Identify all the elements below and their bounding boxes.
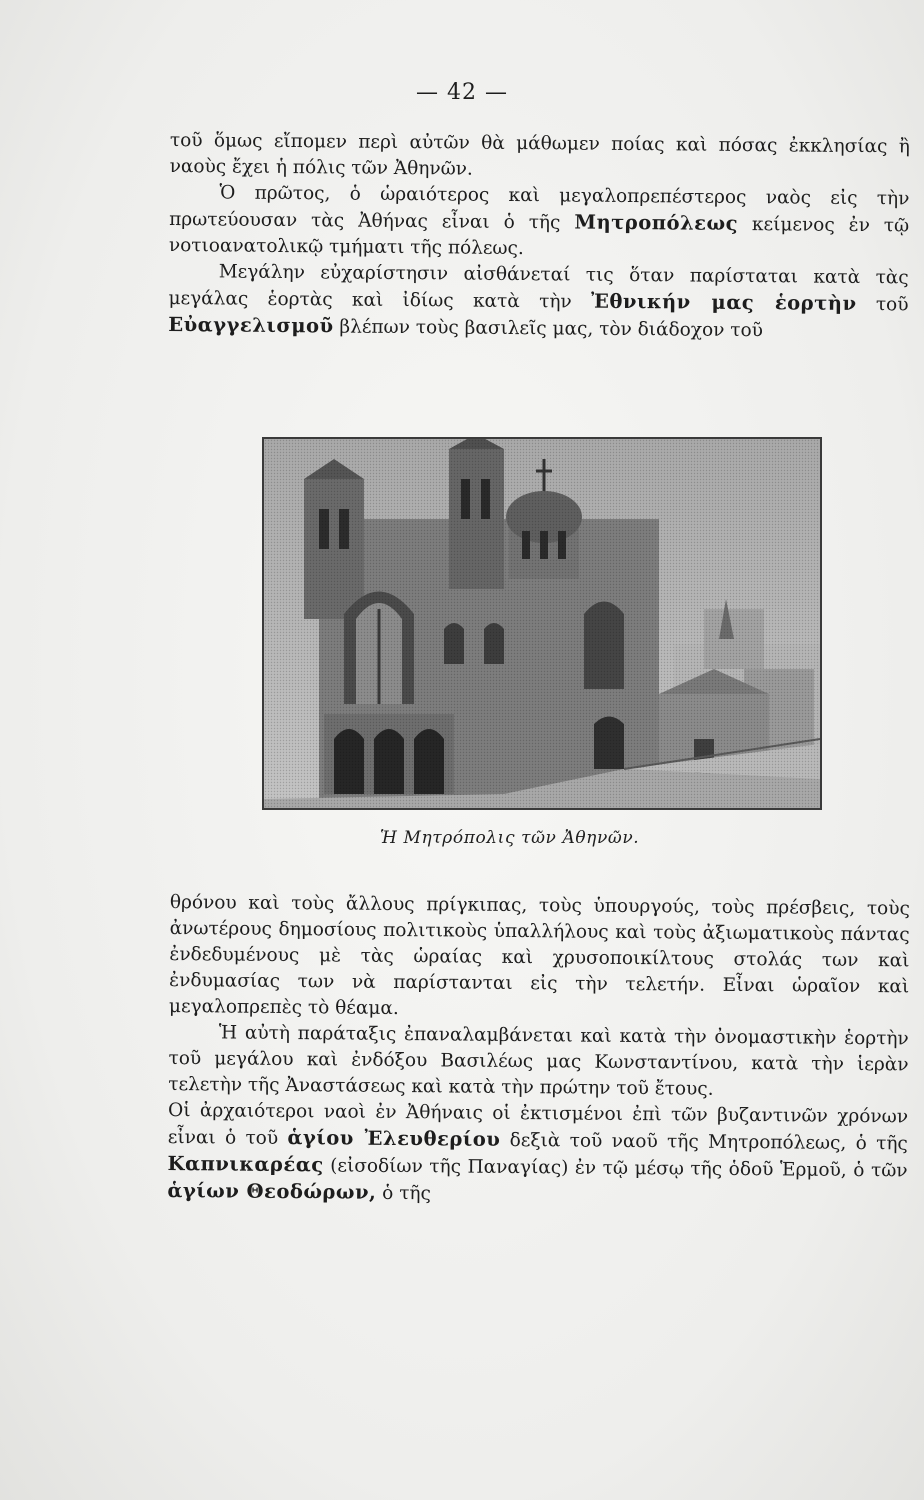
paragraph-metropolis — [169, 180, 910, 265]
text-run: δεξιὰ τοῦ ναοῦ τῆς Μητροπόλεως, ὁ τῆς — [500, 1129, 908, 1155]
figure-caption: Ἡ Μητρόπολις τῶν Ἀθηνῶν. — [380, 828, 640, 848]
paragraph-officials: θρόνου καὶ τοὺς ἄλλους πρίγκιπας, τοὺς ὑπουργούς, τοὺς πρέσβεις, τοὺς ἀνωτέρους δημοσίους πολιτικοὺς ὑπαλλήλους καὶ τοὺς ἀξιωματικοὺς πάντας ἐνδεδυμένους μὲ τὰς ὡραίας καὶ χρυσοποικίλτους στολάς των καὶ ἐνδυμασίας των νὰ παρίστανται εἰς τὴν τελετήν. Εἶναι ὡραῖον καὶ μεγαλοπρεπὲς τὸ θέαμα. — [168, 891, 910, 1020]
text-run: κείμενος ἐν τῷ νοτιοανατολικῷ τμήματι τῆς πόλεως. — [168, 213, 910, 260]
bold-term-national-feast: Ἐθνικήν μας ἑορτὴν — [590, 289, 857, 315]
bold-term-agios-eleftherios: ἁγίου Ἐλευθερίου — [287, 1126, 501, 1151]
paragraph-byzantine-churches — [167, 1098, 908, 1211]
text-run: (εἰσοδίων τῆς Παναγίας) ἐν τῷ μέσῳ τῆς ὁδοῦ Ἑρμοῦ, ὁ τῶν — [323, 1155, 908, 1182]
paragraph-feasts — [168, 259, 909, 345]
bold-term-kapnikarea: Καπνικαρέας — [167, 1151, 324, 1177]
text-run: βλέπων τοὺς βασιλεῖς μας, τὸν διάδοχον τοῦ — [333, 316, 764, 342]
text-run: Οἱ ἀρχαιότεροι ναοὶ ἐν Ἀθήναις οἱ ἐκτισμένοι ἐπὶ τῶν βυζαντινῶν χρόνων εἶναι ὁ τοῦ — [167, 1099, 909, 1150]
paragraph-name-day: Ἡ αὐτὴ παράταξις ἐπαναλαμβάνεται καὶ κατὰ τὴν ὀνομαστικὴν ἑορτὴν τοῦ μεγάλου καὶ ἐνδόξου Βασιλέως μας Κωνσταντίνου, κατὰ τὴν ἱερὰν τελετὴν τῆς Ἀναστάσεως καὶ κατὰ τὴν πρώτην τοῦ ἔτους. — [168, 1022, 909, 1100]
bold-term-metropolis: Μητροπόλεως — [574, 210, 739, 235]
bottom-text-block — [167, 890, 910, 1211]
page-number: — 42 — — [416, 80, 508, 105]
text-run: τοῦ — [856, 293, 909, 316]
text-run: Μεγάλην εὐχαρίστησιν αἰσθάνεταί τις ὅταν παρίσταται κατὰ τὰς μεγάλας ἑορτὰς καὶ ἰδίως κατὰ τὴν — [168, 261, 909, 313]
text-run: ὁ τῆς — [376, 1182, 432, 1205]
bold-term-agioi-theodoroi: ἁγίων Θεοδώρων, — [167, 1178, 377, 1204]
metropolis-church-image — [264, 439, 820, 808]
bold-term-annunciation: Εὐαγγελισμοῦ — [168, 312, 334, 338]
church-photograph — [262, 437, 822, 810]
top-text-block — [168, 128, 910, 345]
text-run: Ὁ πρῶτος, ὁ ὡραιότερος καὶ μεγαλοπρεπέστερος ναὸς εἰς τὴν πρωτεύουσαν τὰς Ἀθήνας εἶναι ὁ τῆς — [169, 182, 910, 234]
paragraph-intro: τοῦ ὅμως εἴπομεν περὶ αὐτῶν θὰ μάθωμεν ποίας καὶ πόσας ἐκκλησίας ἢ ναοὺς ἔχει ἡ πόλις τῶν Ἀθηνῶν. — [169, 129, 910, 180]
